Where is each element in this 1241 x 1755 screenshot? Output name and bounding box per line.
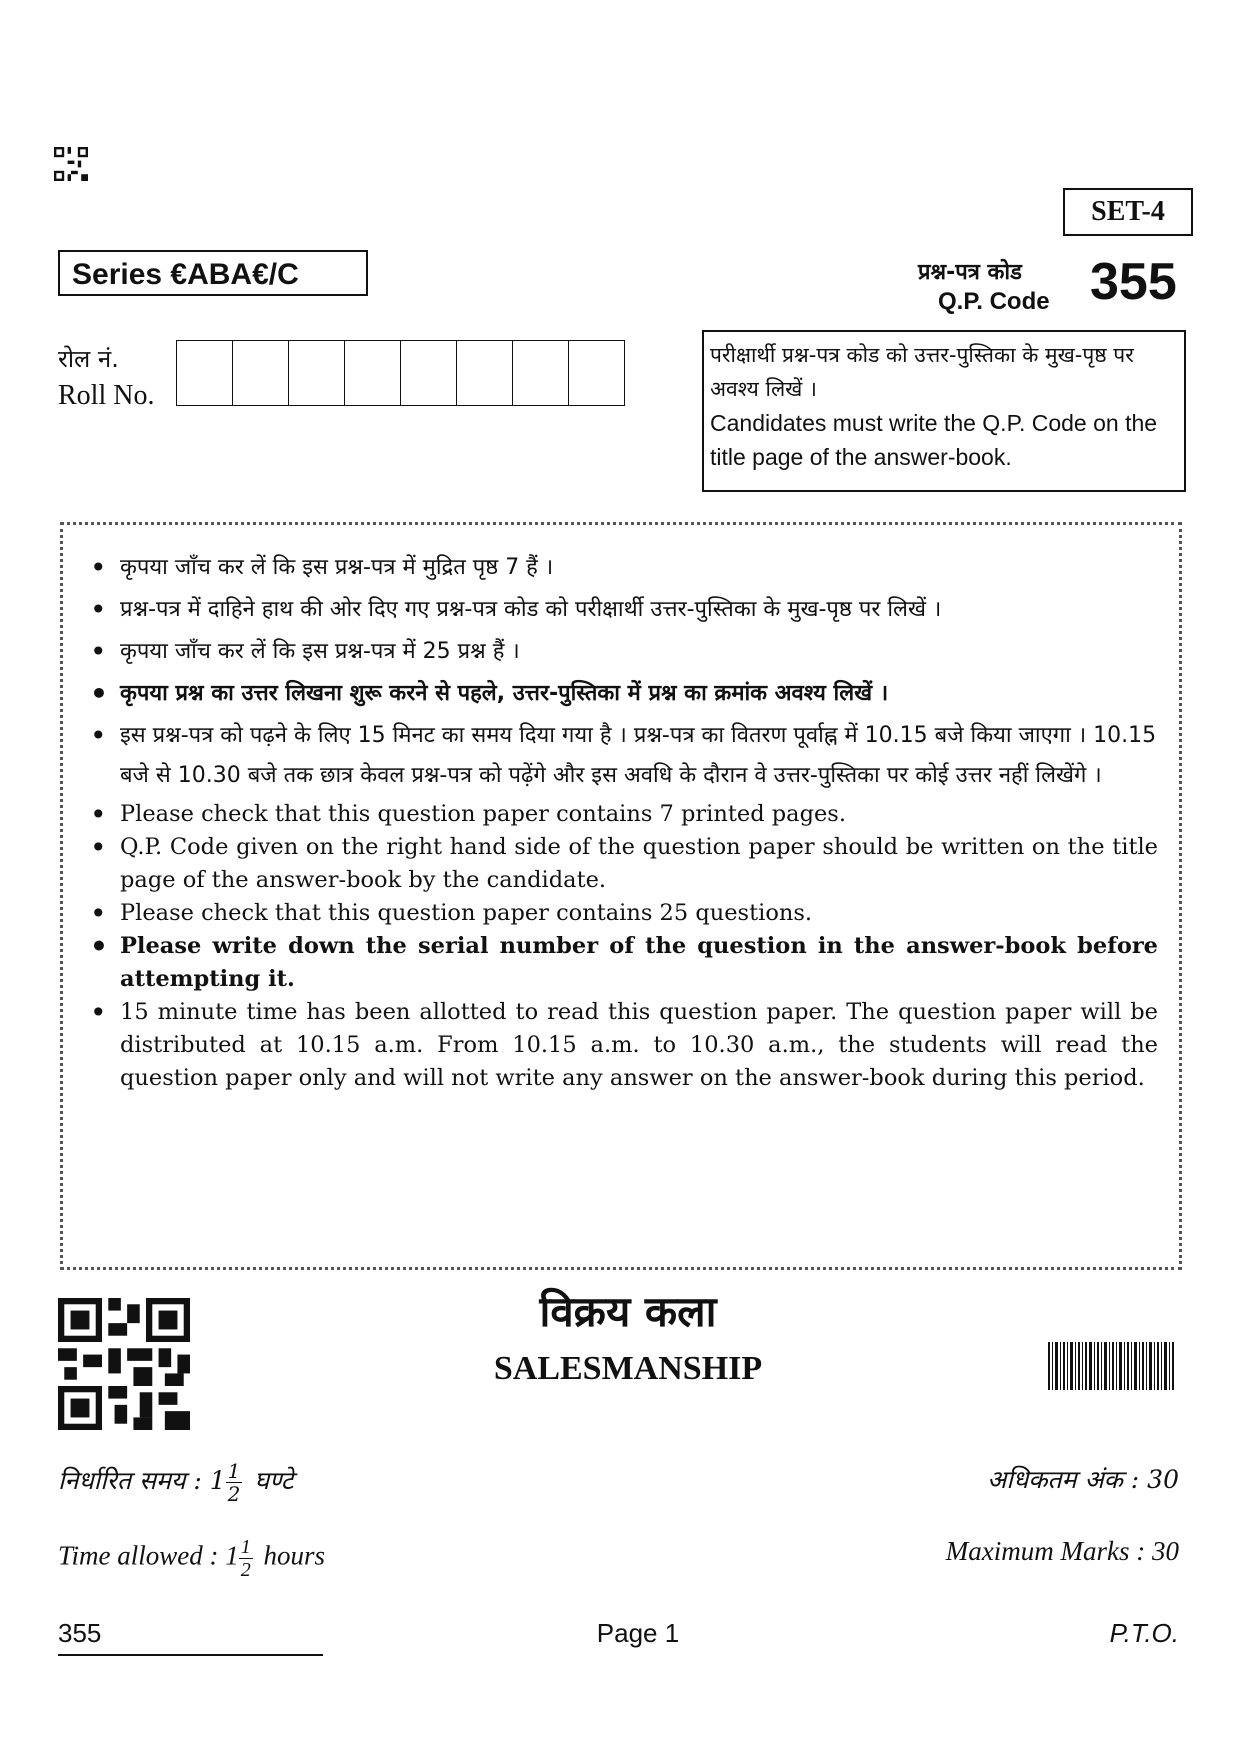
subject-title-hindi: विक्रय कला	[539, 1287, 717, 1336]
roll-digit-box[interactable]	[457, 341, 513, 405]
qr-code	[58, 1298, 190, 1430]
qp-code-number: 355	[1090, 253, 1177, 311]
roll-digit-box[interactable]	[513, 341, 569, 405]
instructions	[88, 548, 1158, 1095]
roll-label-en: Roll No.	[58, 380, 155, 411]
footer-rule	[58, 1654, 323, 1656]
instruction-en-4: • Please write down the serial number of the question in the answer-book before attempting it.	[88, 930, 1158, 996]
roll-digit-box[interactable]	[233, 341, 289, 405]
qp-code-label-hi: प्रश्न-पत्र कोड	[918, 260, 1022, 285]
instruction-hi-2: • प्रश्न-पत्र में दाहिने हाथ की ओर दिए गए प्रश्न-पत्र कोड को परीक्षार्थी उत्तर-पुस्तिका के मुख-पृष्ठ पर लिखें ।	[88, 590, 1158, 630]
roll-digit-box[interactable]	[569, 341, 625, 405]
note-english: Candidates must write the Q.P. Code on the title page of the answer-book.	[710, 410, 1158, 470]
instruction-en-5: • 15 minute time has been allotted to read this question paper. The question paper will be distributed at 10.15 a.m. From 10.15 a.m. to 10.30 a.m., the students will read the question paper only and will not write any answer on the answer-book during this period.	[88, 996, 1158, 1095]
page-number: Page 1	[596, 1618, 680, 1648]
instruction-hi-5: • इस प्रश्न-पत्र को पढ़ने के लिए 15 मिनट का समय दिया गया है । प्रश्न-पत्र का वितरण पूर्वाह्न में 10.15 बजे किया जाएगा । 10.15 बजे से 10.30 बजे तक छात्र केवल प्रश्न-पत्र को पढ़ेंगे और इस अवधि के दौरान वे उत्तर-पुस्तिका पर कोई उत्तर नहीं लिखेंगे ।	[88, 716, 1158, 796]
time-allowed-hindi	[58, 1460, 293, 1505]
roll-label-hi: रोल नं.	[58, 345, 119, 373]
time-allowed-english	[58, 1536, 325, 1581]
time-fraction: $\frac{1}{2}$	[227, 1459, 241, 1506]
pto-label: P.T.O.	[1109, 1618, 1179, 1648]
instruction-en-3: • Please check that this question paper contains 25 questions.	[88, 897, 1158, 930]
small-qr-code	[54, 147, 88, 181]
roll-digit-box[interactable]	[401, 341, 457, 405]
footer-qp-code: 355	[58, 1618, 102, 1648]
instruction-en-1: • Please check that this question paper contains 7 printed pages.	[88, 798, 1158, 831]
time-unit-en: hours	[263, 1540, 326, 1571]
instruction-hi-3: • कृपया जाँच कर लें कि इस प्रश्न-पत्र में 25 प्रश्न हैं ।	[88, 632, 1158, 672]
subject-title-english: SALESMANSHIP	[493, 1350, 763, 1387]
time-label-en: Time allowed : 1	[58, 1540, 239, 1571]
max-marks-english: Maximum Marks : 30	[945, 1536, 1179, 1566]
set-label: SET-4	[1063, 188, 1193, 236]
instruction-hi-1: • कृपया जाँच कर लें कि इस प्रश्न-पत्र में मुद्रित पृष्ठ 7 हैं ।	[88, 548, 1158, 588]
qp-code-note	[702, 330, 1186, 492]
instruction-hi-4: • कृपया प्रश्न का उत्तर लिखना शुरू करने से पहले, उत्तर-पुस्तिका में प्रश्न का क्रमांक अवश्य लिखें ।	[88, 674, 1158, 714]
time-fraction: $\frac{1}{2}$	[240, 1536, 251, 1581]
note-hindi: परीक्षार्थी प्रश्न-पत्र कोड को उत्तर-पुस्तिका के मुख-पृष्ठ पर अवश्य लिखें ।	[710, 343, 1134, 401]
time-label-hi: निर्धारित समय : 1	[58, 1466, 226, 1495]
roll-digit-box[interactable]	[289, 341, 345, 405]
qp-code-label-en: Q.P. Code	[938, 288, 1050, 315]
instruction-en-2: • Q.P. Code given on the right hand side of the question paper should be written on the title page of the answer-book by the candidate.	[88, 831, 1158, 897]
barcode	[1048, 1342, 1174, 1390]
max-marks-hindi: अधिकतम अंक : 30	[987, 1465, 1179, 1494]
roll-digit-box[interactable]	[345, 341, 401, 405]
roll-digit-box[interactable]	[177, 341, 233, 405]
series-label: Series €ABA€/C	[58, 250, 368, 296]
roll-number-grid[interactable]	[176, 340, 625, 406]
time-unit-hi: घण्टे	[254, 1466, 294, 1495]
